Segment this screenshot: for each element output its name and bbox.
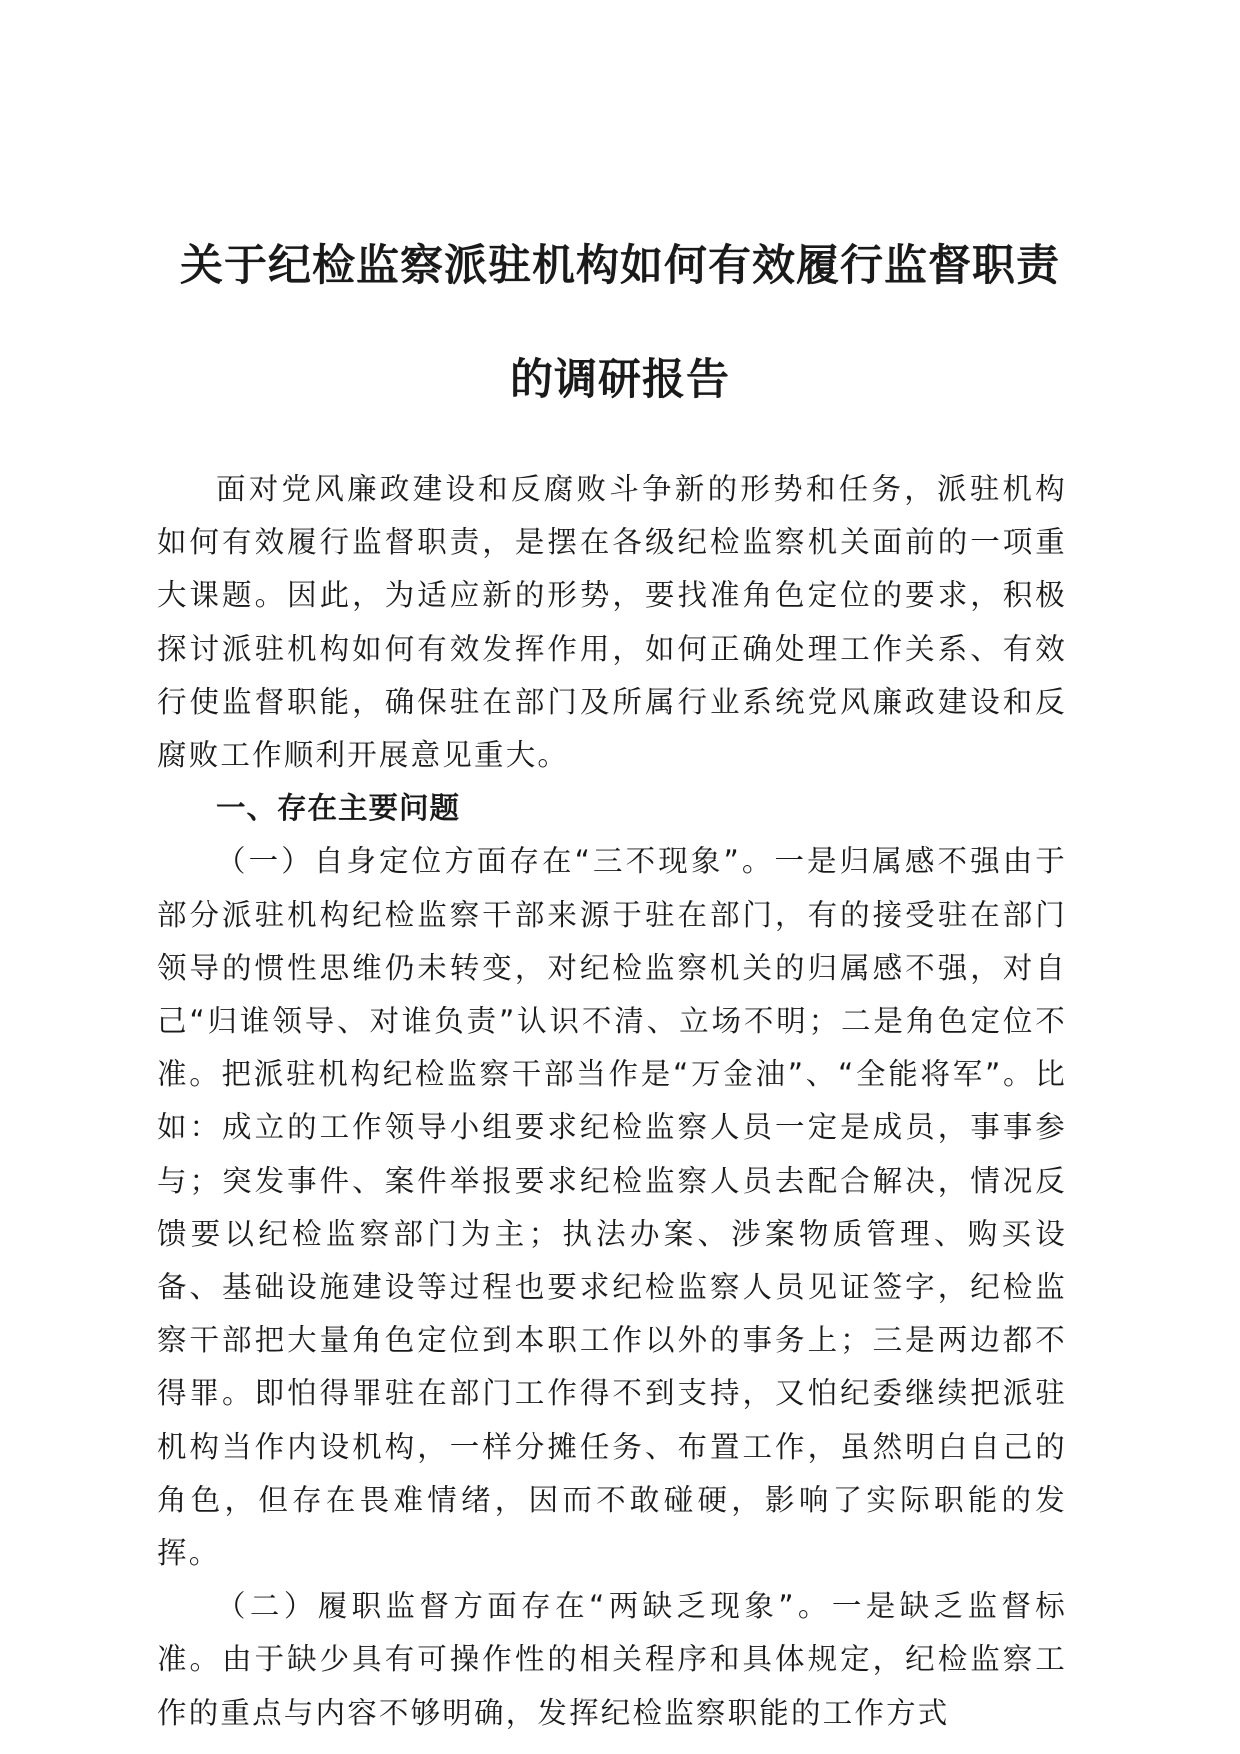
paragraph-supervision-issues: （二）履职监督方面存在“两缺乏现象”。一是缺乏监督标准。由于缺少具有可操作性的相关程序和具体规定，纪检监察工作的重点与内容不够明确，发挥纪检监察职能的工作方式 xyxy=(157,1589,1067,1730)
document-title-line-1: 关于纪检监察派驻机构如何有效履行监督职责 xyxy=(180,241,1060,291)
paragraph-positioning-issues: （一）自身定位方面存在“三不现象”。一是归属感不强由于部分派驻机构纪检监察干部来源于驻在部门，有的接受驻在部门领导的惯性思维仍未转变，对纪检监察机关的归属感不强，对自己“归谁领导、对谁负责”认识不清、立场不明；二是角色定位不准。把派驻机构纪检监察干部当作是“万金油”、“全能将军”。比如：成立的工作领导小组要求纪检监察人员一定是成员，事事参与；突发事件、案件举报要求纪检监察人员去配合解决，情况反馈要以纪检监察部门为主；执法办案、涉案物质管理、购买设备、基础设施建设等过程也要求纪检监察人员见证签字，纪检监察干部把大量角色定位到本职工作以外的事务上；三是两边都不得罪。即怕得罪驻在部门工作得不到支持，又怕纪委继续把派驻机构当作内设机构，一样分摊任务、布置工作，虽然明白自己的角色，但存在畏难情绪，因而不敢碰硬，影响了实际职能的发挥。 xyxy=(157,844,1067,1571)
intro-paragraph: 面对党风廉政建设和反腐败斗争新的形势和任务，派驻机构如何有效履行监督职责，是摆在各级纪检监察机关面前的一项重大课题。因此，为适应新的形势，要找准角色定位的要求，积极探讨派驻机构如何有效发挥作用，如何正确处理工作关系、有效行使监督职能，确保驻在部门及所属行业系统党风廉政建设和反腐败工作顺利开展意见重大。 xyxy=(157,472,1067,773)
document-body xyxy=(157,463,1067,1740)
section-heading-problems: 一、存在主要问题 xyxy=(216,791,461,826)
document-title-line-2: 的调研报告 xyxy=(510,355,730,405)
